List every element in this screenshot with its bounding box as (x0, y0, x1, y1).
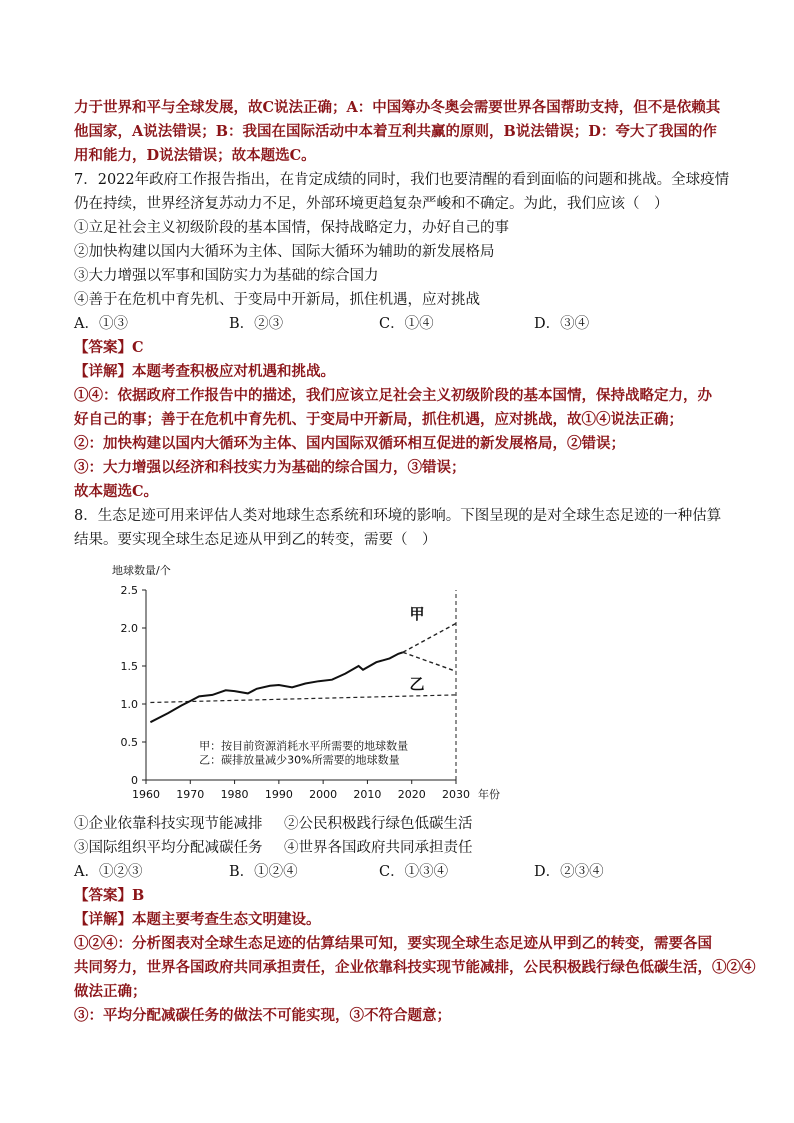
y-tick-label: 2.0 (120, 622, 138, 635)
chart-labels (112, 563, 500, 801)
x-tick-label: 2020 (397, 788, 426, 801)
q8-detail: ①②④：分析图表对全球生态足迹的估算结果可知，要实现全球生态足迹从甲到乙的转变，需要各国 (74, 935, 712, 952)
question-7-stem: 7．2022年政府工作报告指出，在肯定成绩的同时，我们也要清醒的看到面临的问题和挑战。全球疫情 (74, 172, 730, 188)
q7-item: ①立足社会主义初级阶段的基本国情，保持战略定力，办好自己的事 (74, 220, 509, 236)
q7-option-d: D．③④ (534, 316, 590, 332)
q8-item: ③国际组织平均分配减碳任务 (74, 840, 263, 856)
legend-entry: 乙：碳排放量减少30%所需要的地球数量 (199, 753, 400, 767)
series-yi-label: 乙 (409, 674, 425, 693)
q7-detail: ②：加快构建以国内大循环为主体、国内国际双循环相互促进的新发展格局，②错误； (74, 435, 625, 452)
q8-detail-title: 【详解】本题主要考查生态文明建设。 (74, 911, 321, 928)
x-tick-label: 1980 (220, 788, 249, 801)
y-tick-label: 1.5 (120, 660, 138, 673)
q8-detail: ③：平均分配减碳任务的做法不可能实现，③不符合题意； (74, 1007, 451, 1024)
q8-option-b: B．①②④ (229, 864, 298, 880)
q7-option-b: B．②③ (229, 316, 284, 332)
q8-item: ④世界各国政府共同承担责任 (284, 840, 473, 856)
q7-item: ②加快构建以国内大循环为主体、国际大循环为辅助的新发展格局 (74, 244, 495, 260)
analysis-line: 力于世界和平与全球发展，故C说法正确；A：中国筹办冬奥会需要世界各国帮助支持，但不是依赖其 (74, 99, 721, 116)
y-axis-title: 地球数量/个 (112, 564, 171, 577)
q7-item: ④善于在危机中育先机、于变局中开新局，抓住机遇，应对挑战 (74, 292, 480, 308)
x-tick-label: 1970 (176, 788, 205, 801)
q8-item: ②公民积极践行绿色低碳生活 (284, 816, 473, 832)
series-yi-line (403, 652, 456, 671)
y-tick-label: 0.5 (120, 736, 138, 749)
q8-item: ①企业依靠科技实现节能减排 (74, 816, 263, 832)
q7-detail-title: 【详解】本题考查积极应对机遇和挑战。 (74, 363, 335, 380)
x-tick-label: 2030 (442, 788, 470, 801)
x-tick-label: 1990 (264, 788, 293, 801)
series-jia-line (403, 623, 456, 652)
q8-options (74, 860, 724, 884)
q8-detail: 做法正确； (74, 983, 147, 1000)
q7-options (74, 312, 724, 336)
q7-detail: ③：大力增强以经济和科技实力为基础的综合国力，③错误； (74, 459, 466, 476)
question-8-stem: 结果。要实现全球生态足迹从甲到乙的转变，需要（ ） (74, 532, 437, 548)
q8-option-c: C．①③④ (379, 864, 449, 880)
page-content (74, 96, 756, 1028)
y-tick-label: 0 (131, 774, 138, 787)
chart-svg (104, 558, 524, 808)
q8-items-row (74, 836, 724, 860)
x-axis-title: 年份 (478, 788, 500, 801)
series-jia-label: 甲 (409, 604, 425, 623)
question-7-stem: 仍在持续，世界经济复苏动力不足，外部环境更趋复杂严峻和不确定。为此，我们应该（ ） (74, 196, 669, 212)
q8-answer: 【答案】B (74, 887, 145, 904)
x-tick-label: 2000 (309, 788, 338, 801)
q7-option-c: C．①④ (379, 316, 434, 332)
q7-item: ③大力增强以军事和国防实力为基础的综合国力 (74, 268, 379, 284)
x-tick-label: 1960 (132, 788, 160, 801)
actual-series-line (150, 652, 403, 722)
legend-entry: 甲：按目前资源消耗水平所需要的地球数量 (199, 739, 409, 753)
q8-detail: 共同努力，世界各国政府共同承担责任，企业依靠科技实现节能减排，公民积极践行绿色低碳生活，①②④ (74, 959, 756, 976)
q8-option-a: A．①②③ (74, 864, 143, 880)
q7-detail: 故本题选C。 (74, 483, 159, 500)
x-tick-label: 2010 (353, 788, 382, 801)
y-tick-label: 1.0 (120, 698, 138, 711)
q8-option-d: D．②③④ (534, 864, 604, 880)
analysis-line: 他国家，A说法错误；B：我国在国际活动中本着互利共赢的原则，B说法错误；D：夸大了我国的作 (74, 123, 717, 140)
analysis-line: 用和能力，D说法错误；故本题选C。 (74, 147, 316, 164)
q7-detail: 好自己的事；善于在危机中育先机、于变局中开新局，抓住机遇，应对挑战，故①④说法正确； (74, 411, 683, 428)
question-8-stem: 8．生态足迹可用来评估人类对地球生态系统和环境的影响。下图呈现的是对全球生态足迹的一种估算 (74, 508, 722, 524)
ecological-footprint-chart (104, 558, 524, 808)
q7-detail: ①④：依据政府工作报告中的描述，我们应该立足社会主义初级阶段的基本国情，保持战略定力，办 (74, 387, 712, 404)
q7-answer: 【答案】C (74, 339, 144, 356)
q8-items-row (74, 812, 724, 836)
y-tick-label: 2.5 (120, 584, 138, 597)
q7-option-a: A．①③ (74, 316, 128, 332)
